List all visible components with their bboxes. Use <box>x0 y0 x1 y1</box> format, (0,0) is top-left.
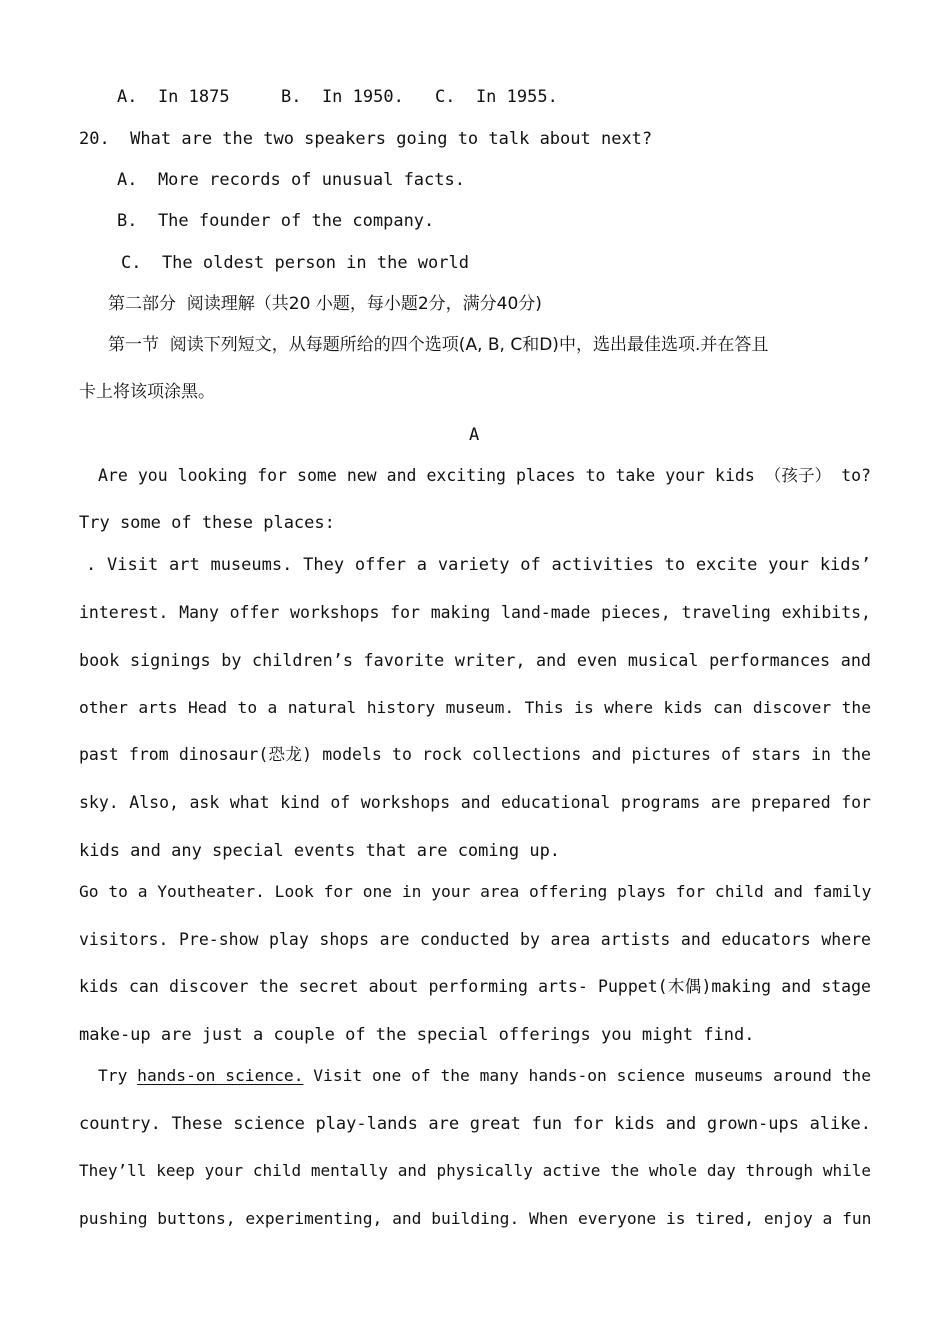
q20-option-b: B. The founder of the company. <box>117 211 435 231</box>
passage-p3-line-3: kids can discover the secret about performing arts- Puppet(木偶)making and stage <box>79 977 871 996</box>
passage-p3-line-2: visitors. Pre-show play shops are conducted by area artists and educators where <box>79 930 871 949</box>
section-one-instruction-cont: 卡上将该项涂黑。 <box>79 382 215 402</box>
passage-p2-line-6: sky. Also, ask what kind of workshops and educational programs are prepared for <box>79 793 871 812</box>
passage-p4-prefix: Try <box>98 1066 138 1085</box>
passage-p2-line-1: . Visit art museums. They offer a variety of activities to excite your kids’ <box>86 555 871 575</box>
q19-option-a: A. In 1875 <box>117 87 230 107</box>
part-two-heading: 第二部分 阅读理解（共20 小题，每小题2分，满分40分) <box>108 294 542 314</box>
q19-option-c: C. In 1955. <box>435 87 558 107</box>
passage-p2-line-4: other arts Head to a natural history museum. This is where kids can discover the <box>79 698 871 717</box>
passage-p1-line-1: Are you looking for some new and exciting places to take your kids （孩子） to? <box>98 466 871 485</box>
passage-p4-suffix: Visit one of the many hands-on science museums around the <box>303 1066 871 1085</box>
passage-p2-line-3: book signings by children’s favorite writer, and even musical performances and <box>79 650 871 670</box>
passage-p1-line-2: Try some of these places: <box>79 513 335 533</box>
passage-p3-line-4: make-up are just a couple of the special offerings you might find. <box>79 1025 755 1045</box>
passage-p4-line-2: country. These science play-lands are great fun for kids and grown-ups alike. <box>79 1114 871 1134</box>
q20-option-c: C. The oldest person in the world <box>121 253 469 273</box>
section-one-instruction: 第一节 阅读下列短文，从每题所给的四个选项(A, B, C和D)中，选出最佳选项.并在答且 <box>108 335 769 355</box>
passage-p4-line-1 <box>98 1066 871 1086</box>
passage-p2-line-5: past from dinosaur(恐龙) models to rock collections and pictures of stars in the <box>79 745 871 764</box>
passage-p2-line-2: interest. Many offer workshops for making land-made pieces, traveling exhibits, <box>79 603 871 622</box>
q20-option-a: A. More records of unusual facts. <box>117 170 465 190</box>
q20-stem: 20. What are the two speakers going to talk about next? <box>79 129 653 149</box>
passage-p3-line-1: Go to a Youtheater. Look for one in your area offering plays for child and family <box>79 882 872 901</box>
passage-p4-line-3: They’ll keep your child mentally and physically active the whole day through while <box>79 1161 871 1180</box>
passage-letter: A <box>469 425 480 445</box>
hands-on-science-underlined: hands-on science. <box>137 1066 304 1085</box>
passage-p4-line-4: pushing buttons, experimenting, and building. When everyone is tired, enjoy a fun <box>79 1209 872 1228</box>
passage-p2-line-7: kids and any special events that are coming up. <box>79 841 561 861</box>
q19-option-b: B. In 1950. <box>281 87 404 107</box>
